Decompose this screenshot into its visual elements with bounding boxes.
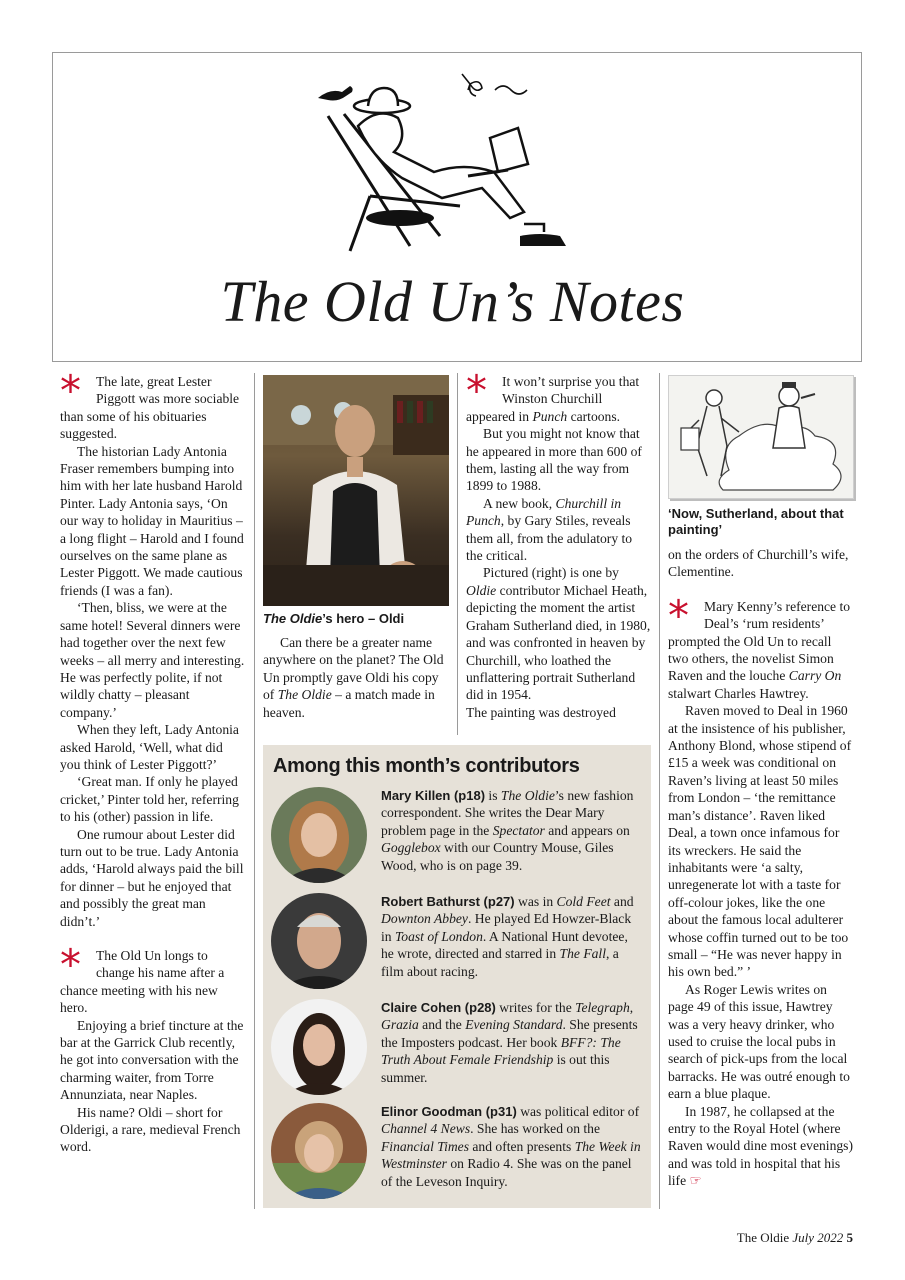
asterisk-icon: * bbox=[60, 366, 81, 415]
asterisk-icon: * bbox=[466, 366, 487, 415]
paragraph: The painting was destroyed bbox=[466, 704, 616, 720]
contributor-bio: Robert Bathurst (p27) was in Cold Feet and Downton Abbey. He played Ed Howzer-Black in Toast of London. A National Hunt devotee, he wrote, directed and starred in The Fall, a film about racing. bbox=[381, 894, 634, 979]
paragraph: Pictured (right) is one by Oldie contributor Michael Heath, depicting the moment the artist Graham Sutherland died, in 1980, and was confronted in heaven by Churchill, who loathed the unflattering portrait Sutherland did in 1954. bbox=[466, 565, 651, 703]
column-rule bbox=[254, 373, 255, 1209]
avatar bbox=[271, 893, 367, 989]
paragraph: Can there be a greater name anywhere on the planet? The Old Un promptly gave Oldi his copy of The Oldie – a match made in heaven. bbox=[263, 635, 444, 720]
churchill-cartoon bbox=[668, 375, 854, 499]
paragraph: One rumour about Lester did turn out to be true. Lady Antonia adds, ‘Harold always paid the bill for dinner – but he enjoyed that and possibly the great man didn’t.’ bbox=[60, 826, 244, 929]
cartoon-caption: ‘Now, Sutherland, about that painting’ bbox=[668, 506, 844, 537]
contributor-bio: Mary Killen (p18) is The Oldie’s new fashion correspondent. She writes the Dear Mary problem page in the Spectator and appears on Gogglebox with our Country Mouse, Giles Wood, who is on page 39. bbox=[381, 788, 634, 873]
paragraph: When they left, Lady Antonia asked Harold, ‘Well, what did you think of Lester Piggott?’ bbox=[60, 722, 239, 772]
avatar bbox=[271, 1103, 367, 1199]
paragraph: on the orders of Churchill’s wife, Clementine. bbox=[668, 547, 849, 580]
paragraph: ‘Then, bliss, we were at the same hotel! Several dinners were had together over the next few weeks – all merry and interesting. He was perfectly polite, if not wildly chatty – pleasant company.’ bbox=[60, 600, 245, 720]
column-3 bbox=[466, 366, 652, 721]
column-4 bbox=[668, 546, 854, 1191]
paragraph: ‘Great man. If only he played cricket,’ Pinter told her, referring to his (other) passion in life. bbox=[60, 774, 239, 825]
paragraph: But you might not know that he appeared in more than 600 of them, lasting all the way from 1899 to 1988. bbox=[466, 426, 642, 494]
asterisk-icon: * bbox=[60, 940, 81, 989]
column-rule bbox=[457, 373, 458, 735]
paragraph: The historian Lady Antonia Fraser remembers bumping into him with her late husband Harold Pinter. Lady Antonia says, ‘On our way to holiday in Mauritius – a long flight – Harold and I found ourselves on the same plane as Lester Piggott. We made cautious friends (I was a fan). bbox=[60, 443, 244, 598]
column-2 bbox=[263, 634, 449, 721]
paragraph: * The late, great Lester Piggott was more sociable than some of his obituaries suggested. bbox=[60, 366, 240, 442]
page-footer: The Oldie July 2022 5 bbox=[736, 1230, 853, 1245]
contributors-heading: Among this month’s contributors bbox=[273, 755, 580, 777]
page-title: The Old Un’s Notes bbox=[220, 269, 685, 334]
oldi-photo bbox=[263, 375, 449, 606]
paragraph: * The Old Un longs to change his name after a chance meeting with his new hero. bbox=[60, 940, 225, 1016]
deckchair-illustration bbox=[310, 66, 590, 256]
paragraph: His name? Oldi – short for Olderigi, a rare, medieval French word. bbox=[60, 1104, 241, 1155]
paragraph: * It won’t surprise you that Winston Churchill appeared in Punch cartoons. bbox=[466, 366, 640, 424]
contributors-box bbox=[263, 745, 651, 1208]
paragraph: A new book, Churchill in Punch, by Gary Stiles, reveals them all, from the adulatory to the critical. bbox=[466, 495, 633, 564]
asterisk-icon: * bbox=[668, 590, 689, 640]
waiter-image bbox=[263, 375, 449, 606]
paragraph: As Roger Lewis writes on page 49 of this issue, Hawtrey was a very heavy drinker, who used to cruise the local pubs in search of pick-ups from the local barracks. He was outré enough to earn a blue plaque. bbox=[668, 981, 850, 1102]
contributor-bio: Elinor Goodman (p31) was political editor of Channel 4 News. She has worked on the Financial Times and often presents The Week in Westminster on Radio 4. She was on the panel of the Leveson Inquiry. bbox=[381, 1104, 641, 1189]
photo-caption: The Oldie’s hero – Oldi bbox=[263, 611, 405, 626]
pointing-hand-icon: ☞ bbox=[689, 1173, 702, 1190]
column-1 bbox=[60, 366, 246, 1156]
avatar bbox=[271, 787, 367, 883]
column-rule bbox=[659, 373, 660, 1209]
contributor-bio: Claire Cohen (p28) writes for the Telegraph, Grazia and the Evening Standard. She presents the Imposters podcast. Her book BFF?: The Truth About Female Friendship is out this summer. bbox=[381, 1000, 638, 1085]
avatar bbox=[271, 999, 367, 1095]
paragraph: In 1987, he collapsed at the entry to the Royal Hotel (where Raven would dine most evenings) and was told in hospital that his life ☞ bbox=[668, 1103, 853, 1190]
paragraph: * Mary Kenny’s reference to Deal’s ‘rum residents’ prompted the Old Un to recall two others, the novelist Simon Raven and the louche Carry On stalwart Charles Hawtrey. bbox=[668, 590, 851, 701]
paragraph: Raven moved to Deal in 1960 at the insistence of his publisher, Anthony Blond, whose stipend of £15 a week was conditional on Raven’s living at least 50 miles from London – ‘the remittance man’s distance’. Raven liked Deal, a town once infamous for its wreckers. He said the inhabitants were ‘a salty, unregenerate lot with a taste for off-colour jokes, like the one about the famous local adulterer whose coffin turned out to be too small – “He was never happy in his own bed.” ’ bbox=[668, 703, 852, 980]
paragraph: Enjoying a brief tincture at the bar at the Garrick Club recently, he got into conversation with the charming waiter, from Torre Annunziata, near Naples. bbox=[60, 1017, 244, 1103]
